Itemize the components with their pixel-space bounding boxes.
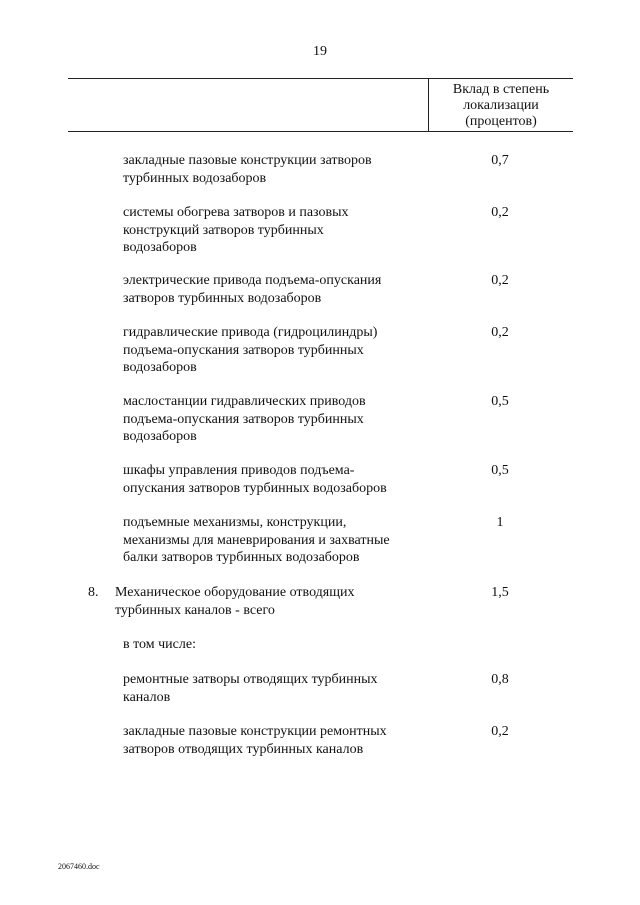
row-text-line: электрические привода подъема-опускания (123, 273, 382, 288)
row-text-line: маслостанции гидравлических приводов (123, 394, 366, 409)
row-text (123, 272, 381, 307)
row-text (123, 152, 372, 187)
row-text (123, 636, 196, 654)
row-value: 1 (496, 515, 504, 530)
row-text-line: механизмы для маневрирования и захватные (123, 532, 390, 548)
row-text-line: опускания затворов турбинных водозаборов (123, 480, 387, 496)
row-text (123, 324, 377, 377)
header-bottom-rule (68, 131, 573, 132)
row-text-line: подъемные механизмы, конструкции, (123, 515, 347, 530)
row-text-line: подъема-опускания затворов турбинных (123, 411, 364, 427)
row-value: 0,2 (491, 724, 509, 739)
row-text-line: системы обогрева затворов и пазовых (123, 205, 349, 220)
row-text-line: водозаборов (123, 240, 197, 255)
row-value: 0,7 (491, 153, 509, 168)
row-value: 0,2 (491, 273, 509, 288)
row-text-line: в том числе: (123, 637, 196, 652)
row-value: 0,5 (491, 394, 509, 409)
row-text-line: Механическое оборудование отводящих (115, 585, 355, 600)
table-top-rule (68, 78, 573, 79)
row-text-line: закладные пазовые конструкции ремонтных (123, 724, 387, 739)
row-text (123, 204, 349, 257)
row-text-line: шкафы управления приводов подъема- (123, 463, 355, 478)
row-text-line: турбинных водозаборов (123, 170, 267, 186)
row-text (115, 584, 355, 619)
footer-filename: 2067460.doc (58, 862, 100, 871)
row-text (123, 462, 387, 497)
row-text-line: затворов отводящих турбинных каналов (123, 741, 364, 757)
row-number: 8. (88, 585, 99, 600)
row-text (123, 723, 387, 758)
row-text-line: балки затворов турбинных водозаборов (123, 550, 360, 565)
row-text-line: каналов (123, 689, 171, 705)
row-value: 0,2 (491, 205, 509, 220)
row-text (123, 671, 378, 706)
value-column-header-line: локализации (463, 98, 539, 113)
row-text (123, 393, 366, 446)
row-text-line: водозаборов (123, 429, 197, 444)
row-text-line: закладные пазовые конструкции затворов (123, 153, 372, 168)
value-column-header (429, 82, 573, 130)
row-text-line: ремонтные затворы отводящих турбинных (123, 672, 378, 687)
row-text-line: подъема-опускания затворов турбинных (123, 342, 364, 358)
row-text (123, 514, 390, 567)
row-value: 1,5 (491, 585, 509, 600)
row-value: 0,5 (491, 463, 509, 478)
row-text-line: конструкций затворов турбинных (123, 222, 324, 238)
row-text-line: водозаборов (123, 360, 197, 375)
page-number: 19 (313, 44, 327, 59)
row-text-line: турбинных каналов - всего (115, 602, 275, 618)
value-column-header-line: (процентов) (465, 114, 537, 129)
row-value: 0,2 (491, 325, 509, 340)
row-value: 0,8 (491, 672, 509, 687)
row-text-line: гидравлические привода (гидроцилиндры) (123, 325, 378, 340)
value-column-header-line: Вклад в степень (452, 82, 550, 97)
row-text-line: затворов турбинных водозаборов (123, 290, 322, 306)
